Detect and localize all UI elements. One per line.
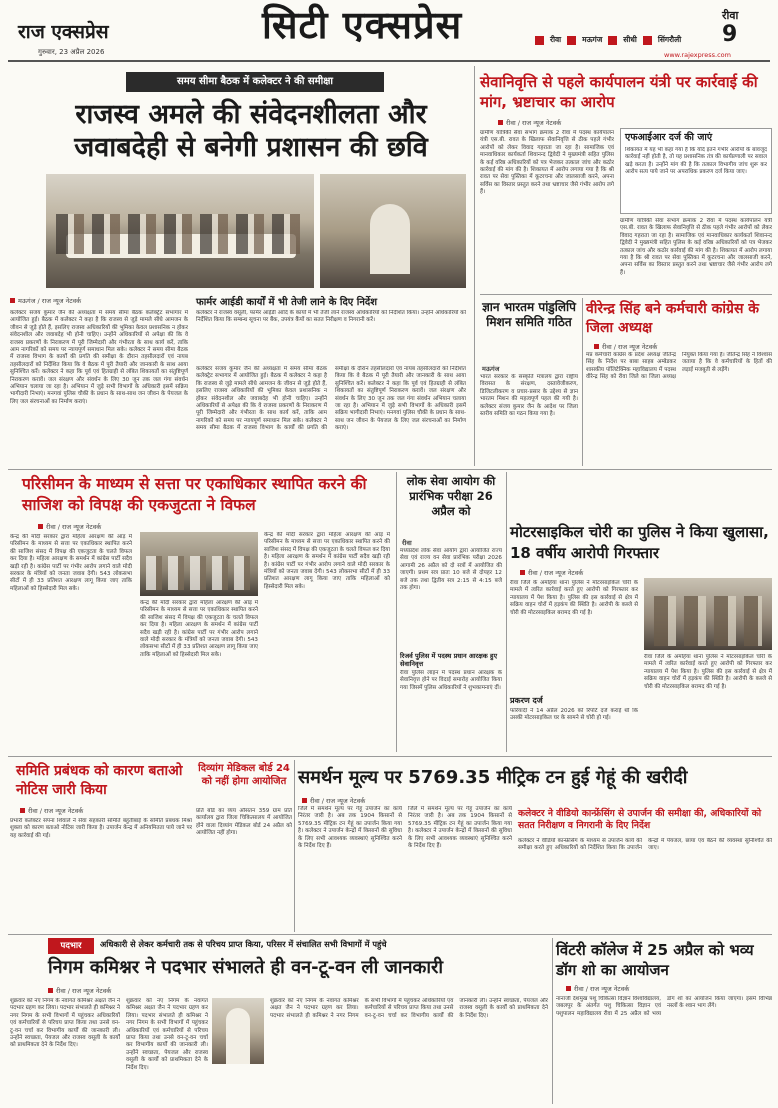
collector-photo [320, 174, 466, 288]
wheat-body: जिले में समर्थन मूल्य पर गेहूं उपार्जन का कार्य निरंतर जारी है। अब तक 1904 किसानों से 5769.35 मीट्रिक टन गेहूं का उपार्जन किया गया है। कलेक्टर ने उपार्जन केन्द्रों में किसानों की सुविधा के लिए सभी आवश्यक व्यवस्थाएं सुनिश्चित करने के निर्देश दिए हैं। [298, 806, 402, 850]
photo-person [370, 204, 410, 274]
delimitation-body-cont2: केन्द्र की मोदी सरकार द्वारा महिला आरक्षण की आड़ में परिसीमन के माध्यम से सत्ता पर एकाधिकार स्थापित करने की साजिश संसद में विपक्ष की एकजुटता के चलते विफल कर दिया है। महिला आरक्षण के समर्थन में कांग्रेस पार्टी सदैव खड़ी रही है। कांग्रेस पार्टी पर गंभीर आरोप लगाने वाले मोदी सरकार के मंत्रियों को जनता जवाब देगी। 543 लोकसभा सीटों में ही 33 प्रतिशत आरक्षण लागू किया जाए ताकि महिलाओं को हिस्सेदारी मिल सके। [264, 532, 390, 590]
byline-square-icon [302, 798, 307, 803]
vc-body: कलेक्टर ने वीडियो कान्फ्रेंसिंग के माध्यम से उपार्जन कार्य की समीक्षा करते हुए अधिकारियों को निर्देशित किया कि उपार्जन केन्द्रों में पेयजल, छाया एवं बैठने की व्यवस्था सुनिश्चित की जाए। [518, 838, 772, 852]
virendra-byline [594, 342, 657, 351]
byline-square-icon [20, 808, 25, 813]
wheat-body-cont: जिले में समर्थन मूल्य पर गेहूं उपार्जन का कार्य निरंतर जारी है। अब तक 1904 किसानों से 5769.35 मीट्रिक टन गेहूं का उपार्जन किया गया है। कलेक्टर ने उपार्जन केन्द्रों में किसानों की सुविधा के लिए सभी आवश्यक व्यवस्थाएं सुनिश्चित करने के निर्देश दिए हैं। [408, 806, 512, 850]
dogshow-byline-text: रीवा / राज न्यूज नेटवर्क [574, 985, 630, 993]
publication-name: राज एक्सप्रेस [18, 21, 109, 43]
fir-box-title: एफआईआर दर्ज की जाएं [625, 132, 713, 143]
motorcycle-byline [520, 568, 583, 577]
padbhar-byline [48, 986, 111, 995]
edition-title: सिटी एक्सप्रेस [262, 3, 463, 47]
photo-person [226, 1008, 250, 1064]
lead-byline-text: मऊगंज / राज न्यूज नेटवर्क [18, 297, 82, 305]
delimitation-headline: परिसीमन के माध्यम से सत्ता पर एकाधिकार स्थापित करने की साजिश को विपक्ष की एकजुटता ने विफल [22, 475, 367, 514]
section-divider [8, 756, 772, 757]
dogshow-story [556, 938, 772, 1104]
meeting-photo [46, 174, 314, 288]
lead-body: कलेक्टर संजय कुमार जैन की अध्यक्षता में समय सीमा बैठक कलेक्ट्रेट सभागार में आयोजित हुई। बैठक में कलेक्टर ने कहा है कि राजस्व से जुड़े मामले सीधे आमजन के जीवन से जुड़े होते हैं, इसलिए राजस्व अधिकारियों की भूमिका केवल प्रशासनिक न होकर संवेदनशील और जवाबदेह भी होनी चाहिए। उन्होंने अधिकारियों से अपेक्षा की कि वे राजस्व प्रकरणों के निराकरण में पूरी जिम्मेदारी और गंभीरता के साथ कार्य करें, ताकि आम नागरिकों को समय पर न्यायपूर्ण समाधान मिल सके। कलेक्टर ने समय सीमा बैठक में राजस्व विभाग के कार्यों की प्रगति की समीक्षा के दौरान तहसीलदारों एवं नायब तहसीलदारों को निर्देशित किया कि वे बैठक में पूरी तैयारी और जानकारी के साथ आया सुनिश्चित करें। कलेक्टर ने कहा कि पूर्व एवं हितग्राही से लंबित शिकायतों का संतुष्टिपूर्ण निराकरण करावें। जल संरक्षण और संवर्धन के लिए 30 जून तक जल गंगा संवर्धन अभियान चलाया जा रहा है। अभियान में जुड़े सभी विभागों के अधिकारी इसमें सक्रिय भागीदारी निभाएं। मनगवां पुलिस चौकी के प्रधान के साथ-साथ जन जीवन के पेयजल के लिए जल संरचनाओं का निर्माण कराएं। [10, 310, 188, 405]
byline-square-icon [48, 988, 53, 993]
district-3: सीधी [623, 35, 637, 44]
padbhar-body-cont: शुक्रवार को नए निगम के नवागत कमिश्नर अक्षत जैन ने पदभार ग्रहण कर लिया। पदभार संभालते ही कमिश्नर ने नगर निगम के सभी विभागों में पहुंचकर अधिकारियों एवं कर्मचारियों से परिचय प्राप्त किया तथा उनसे वन-टू-वन चर्चा कर विभागीय कार्यों की जानकारी ली। उन्होंने स्वच्छता, पेयजल और राजस्व वसूली के कार्यों को प्राथमिकता देने के निर्देश दिए। [126, 998, 208, 1071]
right-top-byline [498, 118, 561, 127]
district-bullet-icon [567, 36, 576, 45]
psc-sub-kicker: रिजर्व पुलिस में पदस्थ प्रधान आरक्षक हुए सेवानिवृत्त [400, 652, 498, 668]
column-divider [474, 66, 475, 466]
district-bar [535, 33, 681, 47]
masthead [0, 0, 778, 60]
right-top-story [480, 66, 772, 292]
byline-square-icon [38, 524, 43, 529]
byline-square-icon [566, 986, 571, 991]
divyang-body: प्रति बोर्ड का व्यय औसतन 359 ग्राम प्रति कार्यालय द्वारा जिला चिकित्सालय में आयोजित होने वाला दिव्यांग मेडिकल बोर्ड 24 अप्रैल को आयोजित नहीं होगा। [196, 808, 292, 837]
padbhar-body: शुक्रवार को नए निगम के नवागत कमिश्नर अक्षत जैन ने पदभार ग्रहण कर लिया। पदभार संभालते ही कमिश्नर ने नगर निगम के सभी विभागों में पहुंचकर अधिकारियों एवं कर्मचारियों से परिचय प्राप्त किया तथा उनसे वन-टू-वन चर्चा कर विभागीय कार्यों की जानकारी ली। उन्होंने स्वच्छता, पेयजल और राजस्व वसूली के कार्यों को प्राथमिकता देने के निर्देश दिए। [10, 998, 120, 1049]
lead-body-cont: कलेक्टर संजय कुमार जैन की अध्यक्षता में समय सीमा बैठक कलेक्ट्रेट सभागार में आयोजित हुई। बैठक में कलेक्टर ने कहा है कि राजस्व से जुड़े मामले सीधे आमजन के जीवन से जुड़े होते हैं, इसलिए राजस्व अधिकारियों की भूमिका केवल प्रशासनिक न होकर संवेदनशील और जवाबदेह भी होनी चाहिए। उन्होंने अधिकारियों से अपेक्षा की कि वे राजस्व प्रकरणों के निराकरण में पूरी जिम्मेदारी और गंभीरता के साथ कार्य करें, ताकि आम नागरिकों को समय पर न्यायपूर्ण समाधान मिल सके। कलेक्टर ने समय सीमा बैठक में राजस्व विभाग के कार्यों की प्रगति की समीक्षा के दौरान तहसीलदारों एवं नायब तहसीलदारों को निर्देशित किया कि वे बैठक में पूरी तैयारी और जानकारी के साथ आया सुनिश्चित करें। कलेक्टर ने कहा कि पूर्व एवं हितग्राही से लंबित शिकायतों का संतुष्टिपूर्ण निराकरण करावें। जल संरक्षण और संवर्धन के लिए 30 जून तक जल गंगा संवर्धन अभियान चलाया जा रहा है। अभियान में जुड़े सभी विभागों के अधिकारी इसमें सक्रिय भागीदारी निभाएं। मनगवां पुलिस चौकी के प्रधान के साथ-साथ जन जीवन के पेयजल के लिए जल संरचनाओं का निर्माण कराएं। [196, 366, 466, 432]
delimitation-body: केन्द्र की मोदी सरकार द्वारा महिला आरक्षण की आड़ में परिसीमन के माध्यम से सत्ता पर एकाधिकार स्थापित करने की साजिश संसद में विपक्ष की एकजुटता के चलते विफल कर दिया है। महिला आरक्षण के समर्थन में कांग्रेस पार्टी सदैव खड़ी रही है। कांग्रेस पार्टी पर गंभीर आरोप लगाने वाले मोदी सरकार के मंत्रियों को जनता जवाब देगी। 543 लोकसभा सीटों में ही 33 प्रतिशत आरक्षण लागू किया जाए ताकि महिलाओं को हिस्सेदारी मिल सके। [10, 534, 132, 592]
city-name: रीवा [722, 9, 739, 22]
divyang-headline: दिव्यांग मेडिकल बोर्ड 24 को नहीं होगा आयोजित [198, 763, 290, 787]
right-top-body: ग्रामीण यांत्रिकी सेवा संभाग क्रमांक 2 रीवा में पदस्थ कार्यपालन यंत्री एस.बी. रावत के खिलाफ सेवानिवृत्ति से ठीक पहले गंभीर आरोपों को लेकर विवाद गहराता जा रहा है। सामाजिक एवं मानवाधिकार कार्यकर्ता शिवानन्द द्विवेदी ने मुख्यमंत्री सहित पुलिस के कई वरिष्ठ अधिकारियों को पत्र भेजकर तत्काल जांच और कठोर कार्रवाई की मांग की है। शिकायत में आरोप लगाया गया है कि श्री रावत पर सेवा पुस्तिका में कूटरचना और जालसाजी करने, अपना सर्विस का विस्तार प्रस्तुत करने तथा भ्रष्टाचार जैसे गंभीर आरोप लगे हैं। [480, 130, 614, 196]
right-top-byline-text: रीवा / राज न्यूज नेटवर्क [506, 119, 562, 127]
column-divider [506, 472, 507, 752]
right-top-body-cont: ग्रामीण यांत्रिकी सेवा संभाग क्रमांक 2 रीवा में पदस्थ कार्यपालन यंत्री एस.बी. रावत के खिलाफ सेवानिवृत्ति से ठीक पहले गंभीर आरोपों को लेकर विवाद गहराता जा रहा है। सामाजिक एवं मानवाधिकार कार्यकर्ता शिवानन्द द्विवेदी ने मुख्यमंत्री सहित पुलिस के कई वरिष्ठ अधिकारियों को पत्र भेजकर तत्काल जांच और कठोर कार्रवाई की मांग की है। शिकायत में आरोप लगाया गया है कि श्री रावत पर सेवा पुस्तिका में कूटरचना और जालसाजी करने, अपना सर्विस का विस्तार प्रस्तुत करने तथा भ्रष्टाचार जैसे गंभीर आरोप लगे हैं। [620, 218, 772, 276]
right-top-headline: सेवानिवृत्ति से पहले कार्यपालन यंत्री पर कार्रवाई की मांग, भ्रष्टाचार का आरोप [480, 73, 758, 111]
wheat-byline [302, 796, 365, 805]
samiti-story [8, 760, 192, 932]
issue-date: गुरुवार, 23 अप्रैल 2026 [38, 48, 105, 56]
motorcycle-body: रीवा जिले के अमहिया थाना पुलिस ने मोटरसाइकिल चोरी के मामले में त्वरित कार्रवाई करते हुए आरोपी को गिरफ्तार कर न्यायालय में पेश किया है। पुलिस की इस कार्रवाई से क्षेत्र में सक्रिय वाहन चोरों में हड़कंप की स्थिति है। आरोपी के कब्जे से चोरी की मोटरसाइकिल बरामद की गई है। [510, 580, 638, 616]
motorcycle-body-cont: रीवा जिले के अमहिया थाना पुलिस ने मोटरसाइकिल चोरी के मामले में त्वरित कार्रवाई करते हुए आरोपी को गिरफ्तार कर न्यायालय में पेश किया है। पुलिस की इस कार्रवाई से क्षेत्र में सक्रिय वाहन चोरों में हड़कंप की स्थिति है। आरोपी के कब्जे से चोरी की मोटरसाइकिल बरामद की गई है। [644, 654, 772, 690]
motorcycle-byline-text: रीवा / राज न्यूज नेटवर्क [528, 569, 584, 577]
gyan-bharatam-headline: ज्ञान भारतम पांडुलिपि मिशन समिति गठित [482, 300, 576, 329]
arrest-photo [644, 578, 772, 650]
lead-story [8, 66, 470, 466]
samiti-body: प्रभारी कलेक्टर सपना शिवाले ने सेवा सहकारी समिति बहुतीबाई के समिति प्रबंधक मिश्रा शुक्ला को कारण बताओ नोटिस जारी किया है। उपार्जन केन्द्र में अनियमितता पाये जाने पर यह कार्रवाई की गई। [10, 818, 192, 839]
padbhar-tag [48, 938, 94, 954]
district-4: सिंगरौली [657, 35, 682, 44]
dogshow-byline [566, 984, 629, 993]
page-number: 9 [722, 22, 738, 47]
virendra-body: मप्र कर्मचारी कांग्रेस के प्रदेश अध्यक्ष जीतेन्द्र सिंह के निर्देश पर बाबा साहब अम्बेडकर शासकीय पॉलिटेक्निक महाविद्यालय में पदस्थ वीरेन्द्र सिंह को रीवा जिले का जिला अध्यक्ष नियुक्त किया गया है। जीतेन्द्र सिंह ने विश्वास जताया है कि वे कर्मचारियों के हितों की लड़ाई मजबूती से लड़ेंगे। [586, 352, 772, 381]
column-divider [294, 760, 295, 932]
dogshow-headline: विंटरी कॉलेज में 25 अप्रैल को भव्य डॉग शो का आयोजन [556, 941, 754, 979]
lead-byline [10, 296, 190, 305]
psc-headline: लोक सेवा आयोग की प्रारंभिक परीक्षा 26 अप्रैल को [406, 474, 496, 518]
district-bullet-icon [535, 36, 544, 45]
psc-sub-body: रीवा पुलिस लाइन में पदस्थ प्रधान आरक्षक के सेवानिवृत्त होने पर विदाई समारोह आयोजित किया गया जिसमें पुलिस अधिकारियों ने शुभकामनाएं दीं। [400, 670, 502, 691]
lead-kicker: समय सीमा बैठक में कलेक्टर ने की समीक्षा [177, 76, 333, 87]
photo-figures [654, 596, 762, 646]
wheat-byline-text: रीवा / राज न्यूज नेटवर्क [310, 797, 366, 805]
gyan-bharatam-byline: मऊगंज [482, 365, 500, 373]
wheat-headline: समर्थन मूल्य पर 5769.35 मीट्रिक टन हुई गेहूं की खरीदी [298, 767, 688, 788]
website-url: www.rajexpress.com [664, 51, 731, 59]
section-divider [8, 469, 772, 470]
padbhar-body-cont2: शुक्रवार को नए निगम के नवागत कमिश्नर अक्षत जैन ने पदभार ग्रहण कर लिया। पदभार संभालते ही कमिश्नर ने नगर निगम के सभी विभागों में पहुंचकर अधिकारियों एवं कर्मचारियों से परिचय प्राप्त किया तथा उनसे वन-टू-वन चर्चा कर विभागीय कार्यों की जानकारी ली। उन्होंने स्वच्छता, पेयजल और राजस्व वसूली के कार्यों को प्राथमिकता देने के निर्देश दिए। [270, 998, 548, 1019]
virendra-byline-text: रीवा / राज न्यूज नेटवर्क [602, 343, 658, 351]
motorcycle-sub-kicker: प्रकरण दर्ज [510, 696, 543, 705]
commissioner-photo [212, 998, 264, 1064]
delimitation-byline-text: रीवा / राज न्यूज नेटवर्क [46, 523, 102, 531]
byline-square-icon [520, 570, 525, 575]
lead-kicker-bar [126, 72, 384, 92]
fir-box [620, 128, 772, 214]
lead-sub-kicker [196, 294, 466, 308]
virendra-story [586, 298, 772, 466]
gyan-bharatam-story [480, 298, 578, 466]
samiti-headline: समिति प्रबंधक को कारण बताओ नोटिस जारी किया [16, 763, 183, 798]
gyan-bharatam-body: भारत सरकार के संस्कृति मंत्रालय द्वारा राष्ट्रीय विरासत के संरक्षण, दस्तावेजीकरण, डिजिटलीकरण व प्रचार-प्रसार के उद्देश्य से ज्ञान भारतम मिशन की महत्वपूर्ण पहल की गयी है। कलेक्टर संजय कुमार जैन के आदेश पर जिला स्तरीय समिति का गठन किया गया है। [480, 374, 578, 418]
district-1: रीवा [550, 35, 562, 44]
column-divider [552, 938, 553, 1104]
motorcycle-headline: मोटरसाइकिल चोरी का पुलिस ने किया खुलासा, 18 वर्षीय आरोपी गिरफ्तार [510, 523, 769, 562]
psc-story [400, 472, 502, 752]
samiti-byline-text: रीवा / राज न्यूज नेटवर्क [28, 807, 84, 815]
column-divider [582, 298, 583, 466]
district-bullet-icon [608, 36, 617, 45]
section-divider [480, 294, 772, 295]
motorcycle-story [510, 472, 772, 752]
dogshow-body: नानाजी देशमुख पशु चिकित्सा विज्ञान विश्वविद्यालय, जबलपुर के अंतर्गत पशु चिकित्सा विज्ञान एवं पशुपालन महाविद्यालय रीवा में 25 अप्रैल को भव्य डॉग शो का आयोजन किया जाएगा। इसमें विभिन्न नस्लों के श्वान भाग लेंगे। [556, 996, 772, 1017]
vc-headline: कलेक्टर ने वीडियो कान्फ्रेंसिंग से उपार्जन की समीक्षा की, अधिकारियों को सतत निरीक्षण व निगरानी के दिए निर्देश [518, 808, 762, 831]
byline-square-icon [498, 120, 503, 125]
lead-headline: राजस्व अमले की संवेदनशीलता और जवाबदेही से बनेगी प्रशासन की छवि [74, 99, 428, 163]
delimitation-story [8, 472, 392, 752]
wheat-story [298, 760, 772, 932]
press-conference-photo [140, 532, 258, 596]
virendra-headline: वीरेन्द्र सिंह बने कर्मचारी कांग्रेस के जिला अध्यक्ष [586, 301, 760, 336]
divyang-story [196, 760, 292, 932]
column-divider [396, 472, 397, 752]
samiti-byline [20, 806, 83, 815]
delimitation-byline [38, 522, 101, 531]
vc-subsection [406, 808, 772, 932]
byline-square-icon [594, 344, 599, 349]
photo-figures [146, 556, 252, 590]
delimitation-body-cont: केन्द्र की मोदी सरकार द्वारा महिला आरक्षण की आड़ में परिसीमन के माध्यम से सत्ता पर एकाधिकार स्थापित करने की साजिश संसद में विपक्ष की एकजुटता के चलते विफल कर दिया है। महिला आरक्षण के समर्थन में कांग्रेस पार्टी सदैव खड़ी रही है। कांग्रेस पार्टी पर गंभीर आरोप लगाने वाले मोदी सरकार के मंत्रियों को जनता जवाब देगी। 543 लोकसभा सीटों में ही 33 प्रतिशत आरक्षण लागू किया जाए ताकि महिलाओं को हिस्सेदारी मिल सके। [140, 600, 258, 658]
padbhar-byline-text: रीवा / राज न्यूज नेटवर्क [56, 987, 112, 995]
masthead-divider [8, 60, 770, 62]
byline-square-icon [10, 298, 15, 303]
district-2: मऊगंज [582, 35, 603, 44]
fir-box-text: शिकायत में यह भी कहा गया है कि यदि इतने गंभीर आरोपों के बावजूद कार्रवाई नहीं होती है, तो यह प्रशासनिक तंत्र की कार्यप्रणाली पर सवाल खड़े करता है। उन्होंने मांग की है कि तत्काल विभागीय जांच शुरू कर आरोप सत्य पाये जाने पर अपराधिक प्रकरण दर्ज किया जाए। [625, 146, 767, 176]
motorcycle-sub-body: फरियादी ने 14 अप्रैल 2026 को रिपोर्ट दर्ज कराई थी कि उसकी मोटरसाइकिल घर के सामने से चोरी हो गई। [510, 708, 638, 722]
lead-sub-text: कलेक्टर ने राजस्व वसूली, फार्मर आईडी आदि के कार्यों में भी तेजी लाने राजस्व अधिकारियों को निर्देशित किया। उन्होंने अधिकारियों को निर्देशित किया कि सम्बन्ध सूचना पर बैंक, उपयंत्र कैंपों का सतत निरीक्षण व निगरानी करें। [196, 310, 466, 324]
padbhar-headline: निगम कमिश्नर ने पदभार संभालते ही वन-टू-वन ली जानकारी [48, 957, 444, 978]
psc-byline: रीवा [402, 539, 412, 547]
psc-body: मध्यप्रदेश लोक सेवा आयोग द्वारा आयोजित राज्य सेवा एवं राज्य वन सेवा प्रारंभिक परीक्षा 2026 आगामी 26 अप्रैल को दो सत्रों में आयोजित की जाएगी। प्रथम सत्र प्रातः 10 बजे से दोपहर 12 बजे तक तथा द्वितीय सत्र 2:15 से 4:15 बजे तक होगा। [400, 548, 502, 592]
photo-figures [56, 214, 306, 254]
district-bullet-icon [643, 36, 652, 45]
padbhar-tag-text: पदभार [60, 941, 82, 951]
padbhar-story [8, 938, 548, 1104]
lead-sub-kicker-text: फार्मर आईडी कार्यों में भी तेजी लाने के दिए निर्देश [196, 297, 378, 308]
padbhar-kicker: अधिकारी से लेकर कर्मचारी तक से परिचय प्राप्त किया, परिसर में संचालित सभी विभागों में पहुंचे [100, 939, 387, 949]
section-divider [8, 934, 772, 935]
